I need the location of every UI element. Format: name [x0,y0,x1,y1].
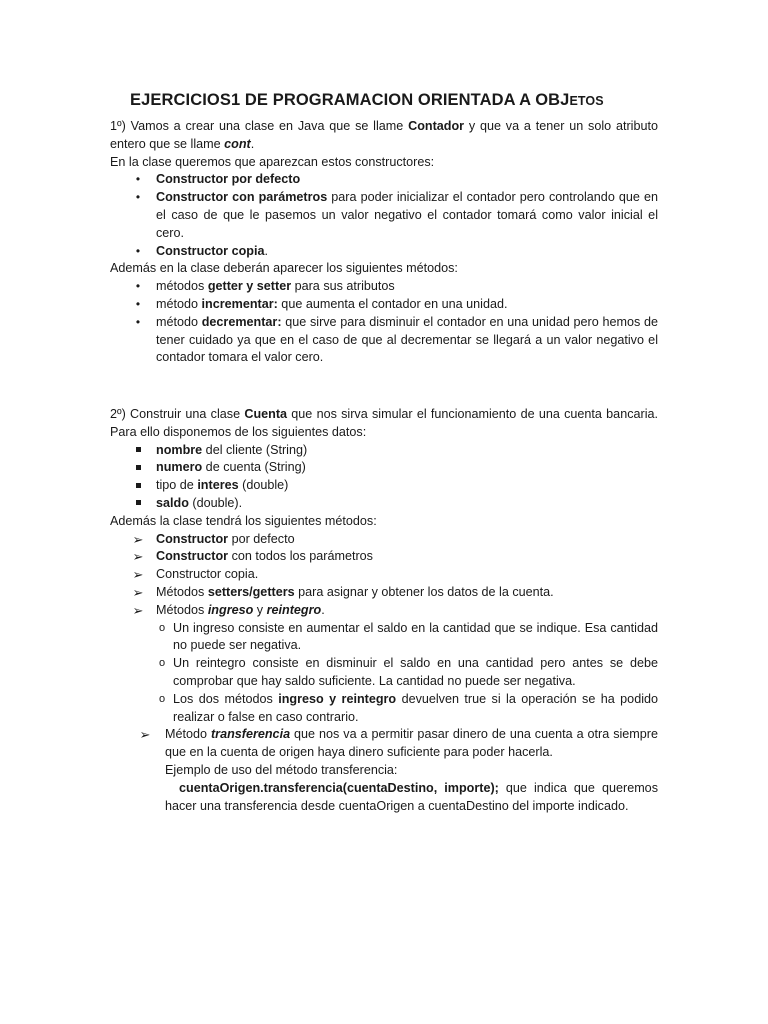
text: 2º) Construir una clase [110,407,245,421]
text: y que va a tener un solo atributo entero que se llame [110,119,658,151]
list-item [110,691,658,727]
text: que aumenta el contador en una unidad. [277,296,508,311]
list-item [110,620,658,656]
bullet-icon: • [135,190,141,205]
list-item [110,189,658,242]
list-item [110,243,658,261]
class-name: Contador [408,119,465,133]
text: transferencia [210,727,291,742]
list-item [110,171,658,189]
title-main: EJERCICIOS1 DE PROGRAMACION ORIENTADA A OBJ [130,91,570,109]
text: Un reintegro consiste en disminuir el saldo en una cantidad pero antes se debe comprobar que hay saldo suficiente. La cantidad no puede ser negativa. [173,656,658,688]
text: Constructor [156,549,229,564]
exercise-1 [110,118,658,367]
text: tipo de [156,478,198,493]
title-tail: ETOS [569,94,604,108]
text: por defecto [228,531,295,546]
bullet-icon: • [135,296,141,311]
bullet-icon: • [135,243,141,258]
text: para asignar y obtener los datos de la cuenta. [294,584,554,599]
text: método [156,314,202,329]
arrow-bullet-icon: ➢ [132,549,144,565]
text: . [250,136,255,151]
list-item [110,548,658,566]
text: incrementar: [201,296,278,311]
text: Métodos [156,584,208,599]
class-name: Cuenta [244,407,288,421]
arrow-bullet-icon: ➢ [132,584,144,600]
text: interes [197,478,239,493]
text: para poder inicializar el contador pero controlando que en el caso de que le pasemos un valor negativo el contador tomará como valor inicial el cero. [156,190,658,240]
list-item [110,459,658,477]
exercise-2-intro [110,406,658,442]
text: Ejemplo de uso del método transferencia: [165,762,398,777]
text: nombre [156,442,203,457]
text: Método [165,727,211,742]
list-item [110,495,658,513]
text: con todos los parámetros [228,549,373,564]
list-item [110,655,658,691]
methods-intro: Además en la clase deberán aparecer los siguientes métodos: [110,261,458,276]
text: que nos va a permitir pasar dinero de una cuenta a otra siempre que en la cuenta de origen haya dinero suficiente para poder hacerla. [165,727,658,760]
text: saldo [156,495,189,510]
text: setters/getters [207,584,295,599]
constructors-intro: En la clase queremos que aparezcan estos constructores: [110,154,435,169]
circle-bullet-icon: o [158,621,166,634]
arrow-bullet-icon: ➢ [139,727,151,743]
list-item [110,602,658,620]
text: Constructor por defecto [156,172,301,187]
arrow-bullet-icon: ➢ [132,531,144,547]
text: ingreso y reintegro [278,691,397,706]
text: (double). [188,495,243,510]
text: Un ingreso consiste en aumentar el saldo en la cantidad que se indique. Esa cantidad no puede ser negativa. [173,620,658,653]
attribute-name: cont [224,136,251,151]
text: del cliente (String) [202,442,308,457]
text: Los dos métodos [173,691,279,706]
text: Constructor copia. [156,567,259,582]
text: método [156,296,202,311]
text: Métodos [156,602,208,617]
square-bullet-icon [131,495,145,513]
list-item [110,442,658,460]
list-item [110,296,658,314]
square-bullet-icon [131,477,145,495]
code-example: cuentaOrigen.transferencia(cuentaDestino, importe); [179,780,499,795]
document-title [130,90,604,111]
text: que nos sirva simular el funcionamiento de una cuenta bancaria. Para ello disponemos de los siguientes datos: [110,407,658,439]
text: que sirve para disminuir el contador en una unidad pero hemos de tener cuidado ya que en el caso de que al decrementar se llegará a un valor negativo el contador tomara el valor cero. [156,314,658,365]
text: . [264,243,268,258]
text: para sus atributos [291,279,395,294]
list-item [110,584,658,602]
bullet-icon: • [135,279,141,294]
text: decrementar: [201,314,282,329]
arrow-bullet-icon: ➢ [132,602,144,618]
circle-bullet-icon: o [158,692,166,705]
text: getter y setter [207,279,292,294]
bullet-icon: • [135,314,141,329]
text: y [253,602,267,617]
text: . [321,602,325,617]
text: ingreso [207,602,254,617]
text: numero [156,460,203,475]
methods-intro: Además la clase tendrá los siguientes métodos: [110,513,377,528]
list-item [110,314,658,367]
text: Constructor [156,531,229,546]
exercise-1-intro [110,118,658,154]
list-item [110,726,658,815]
text: (double) [238,478,289,493]
square-bullet-icon [131,459,145,477]
text: devuelven true si la operación se ha podido realizar o false en caso contrario. [173,691,658,724]
square-bullet-icon [131,442,145,460]
text: 1º) Vamos a crear una clase en Java que se llame [110,119,409,133]
arrow-bullet-icon: ➢ [132,567,144,583]
text: métodos [156,279,208,294]
list-item [110,477,658,495]
exercise-2 [110,406,658,815]
list-item [110,566,658,584]
text: reintegro [266,602,322,617]
text: Constructor copia [156,243,265,258]
text: Constructor con parámetros [156,190,328,205]
bullet-icon: • [135,172,141,187]
list-item [110,531,658,549]
list-item [110,278,658,296]
text: de cuenta (String) [202,460,306,475]
text: que indica que queremos hacer una transferencia desde cuentaOrigen a cuentaDestino del importe indicado. [165,780,658,813]
circle-bullet-icon: o [158,657,166,670]
